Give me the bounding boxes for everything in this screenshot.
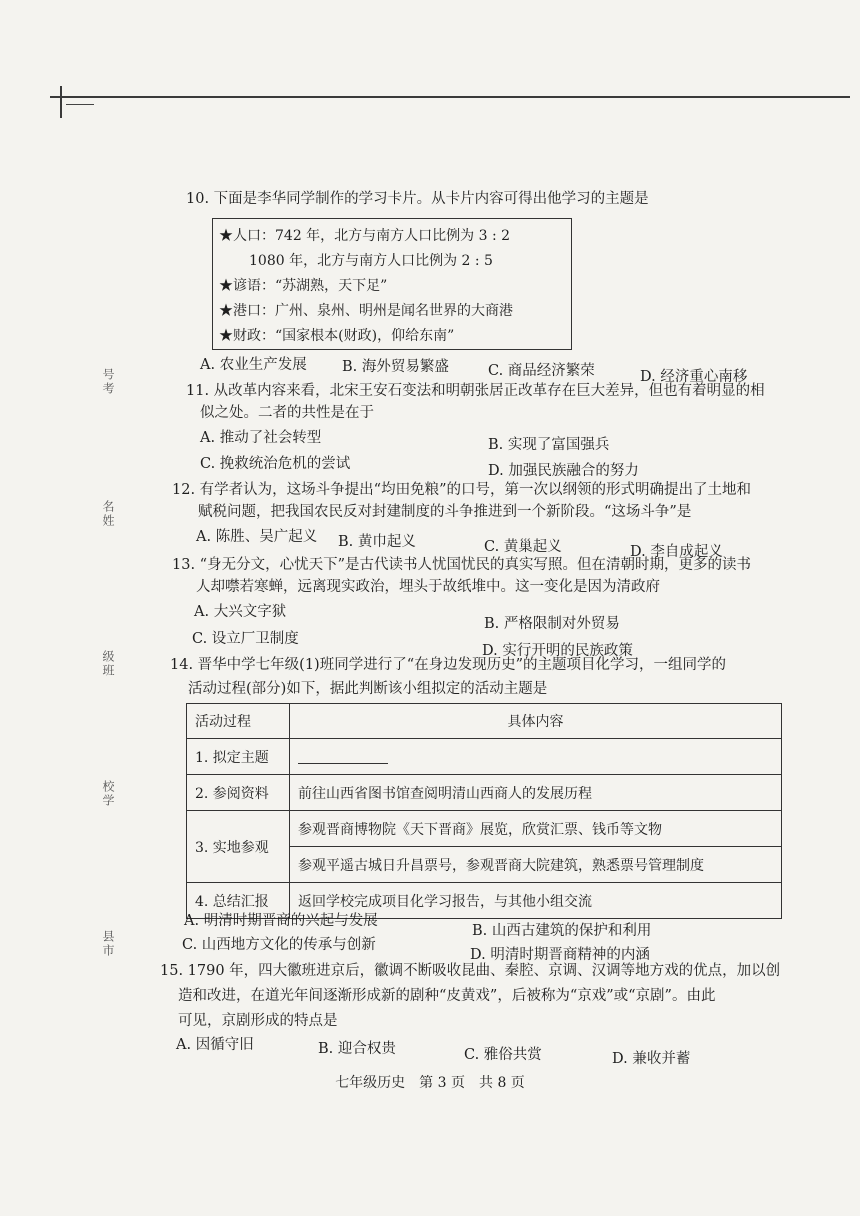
table-cell-content: 参观平遥古城日升昌票号，参观晋商大院建筑，熟悉票号管理制度: [290, 847, 782, 883]
q11-option-d: D. 加强民族融合的努力: [488, 463, 639, 479]
q12-option-b: B. 黄巾起义: [338, 534, 416, 550]
q10-study-card: [212, 218, 572, 350]
q15-stem-line-3: 可见，京剧形成的特点是: [178, 1013, 338, 1029]
q10-card-row-4: ★港口：广州、泉州、明州是闻名世界的大商港: [219, 303, 513, 319]
q14-stem-line-2: 活动过程(部分)如下，据此判断该小组拟定的活动主题是: [188, 681, 548, 697]
q12-stem-line-2: 赋税问题，把我国农民反对封建制度的斗争推进到一个新阶段。“这场斗争”是: [198, 504, 692, 520]
q10-card-row-3: ★谚语：“苏湖熟，天下足”: [219, 278, 388, 294]
table-cell-content: 返回学校完成项目化学习报告，与其他小组交流: [290, 883, 782, 919]
q14-stem-line-1: 14. 晋华中学七年级(1)班同学进行了“在身边发现历史”的主题项目化学习，一组同学的: [170, 657, 727, 673]
table-header-process: 活动过程: [187, 704, 290, 739]
q15-stem-line-1: 15. 1790 年，四大徽班进京后，徽调不断吸收昆曲、秦腔、京调、汉调等地方戏的优点，加以创: [160, 963, 781, 979]
q14-activity-table: [186, 703, 782, 919]
table-cell-step: 1. 拟定主题: [187, 739, 290, 775]
top-rule-tick: [60, 86, 62, 118]
q10-option-b: B. 海外贸易繁盛: [342, 359, 449, 375]
table-row: [187, 739, 782, 775]
side-mark-school: 校学: [101, 780, 115, 808]
q15-option-c: C. 雅俗共赏: [464, 1047, 542, 1063]
q12-option-a: A. 陈胜、吴广起义: [196, 529, 318, 545]
q12-option-c: C. 黄巢起义: [484, 539, 562, 555]
q13-option-a: A. 大兴文字狱: [194, 604, 287, 620]
table-cell-content-blank: [290, 739, 782, 775]
q10-option-c: C. 商品经济繁荣: [488, 363, 595, 379]
table-cell-content: 前往山西省图书馆查阅明清山西商人的发展历程: [290, 775, 782, 811]
q11-option-a: A. 推动了社会转型: [200, 430, 322, 446]
q13-stem-line-1: 13. “身无分文，心忧天下”是古代读书人忧国忧民的真实写照。但在清朝时期，更多的读书: [172, 557, 751, 573]
q10-card-row-2: 1080 年，北方与南方人口比例为 2 : 5: [249, 253, 493, 269]
q15-stem-line-2: 造和改进，在道光年间逐渐形成新的剧种“皮黄戏”，后被称为“京戏”或“京剧”。由此: [178, 988, 716, 1004]
q10-card-row-5: ★财政：“国家根本(财政)，仰给东南”: [219, 328, 455, 344]
table-cell-step: 4. 总结汇报: [187, 883, 290, 919]
q13-option-d: D. 实行开明的民族政策: [482, 643, 633, 659]
table-cell-step: 2. 参阅资料: [187, 775, 290, 811]
q14-option-a: A. 明清时期晋商的兴起与发展: [184, 913, 378, 929]
q14-option-b: B. 山西古建筑的保护和利用: [472, 923, 652, 939]
side-mark-class: 级班: [101, 650, 115, 678]
side-mark-name: 名姓: [101, 500, 115, 528]
table-header-row: [187, 704, 782, 739]
q12-option-d: D. 李自成起义: [630, 544, 723, 560]
side-mark-city: 县市: [101, 930, 115, 958]
q13-stem-line-2: 人却噤若寒蝉，远离现实政治，埋头于故纸堆中。这一变化是因为清政府: [196, 579, 660, 595]
q14-option-d: D. 明清时期晋商精神的内涵: [470, 947, 650, 963]
page-footer: 七年级历史 第 3 页 共 8 页: [335, 1075, 525, 1091]
q10-option-a: A. 农业生产发展: [200, 357, 307, 373]
table-cell-content: 参观晋商博物院《天下晋商》展览，欣赏汇票、钱币等文物: [290, 811, 782, 847]
q15-option-a: A. 因循守旧: [176, 1037, 254, 1053]
side-mark-exam-number: 号考: [101, 368, 115, 396]
q10-stem: 10. 下面是李华同学制作的学习卡片。从卡片内容可得出他学习的主题是: [186, 191, 649, 207]
table-row: [187, 775, 782, 811]
table-row: [187, 811, 782, 847]
q11-stem-line-2: 似之处。二者的共性是在于: [200, 405, 374, 421]
top-rule: [50, 96, 850, 98]
table-header-content: 具体内容: [290, 704, 782, 739]
q12-stem-line-1: 12. 有学者认为，这场斗争提出“均田免粮”的口号，第一次以纲领的形式明确提出了土地和: [172, 482, 751, 498]
top-rule-tick-2: [66, 104, 94, 105]
q11-stem-line-1: 11. 从改革内容来看，北宋王安石变法和明朝张居正改革存在巨大差异，但也有着明显的相: [186, 383, 765, 399]
q10-option-d: D. 经济重心南移: [640, 369, 748, 385]
q11-option-b: B. 实现了富国强兵: [488, 437, 610, 453]
answer-blank: [298, 749, 388, 764]
q13-option-c: C. 设立厂卫制度: [192, 631, 299, 647]
q14-option-c: C. 山西地方文化的传承与创新: [182, 937, 376, 953]
q15-option-b: B. 迎合权贵: [318, 1041, 396, 1057]
table-cell-step: 3. 实地参观: [187, 811, 290, 883]
q13-option-b: B. 严格限制对外贸易: [484, 616, 620, 632]
q10-card-row-1: ★人口：742 年，北方与南方人口比例为 3 : 2: [219, 228, 511, 244]
q11-option-c: C. 挽救统治危机的尝试: [200, 456, 351, 472]
q15-option-d: D. 兼收并蓄: [612, 1051, 691, 1067]
